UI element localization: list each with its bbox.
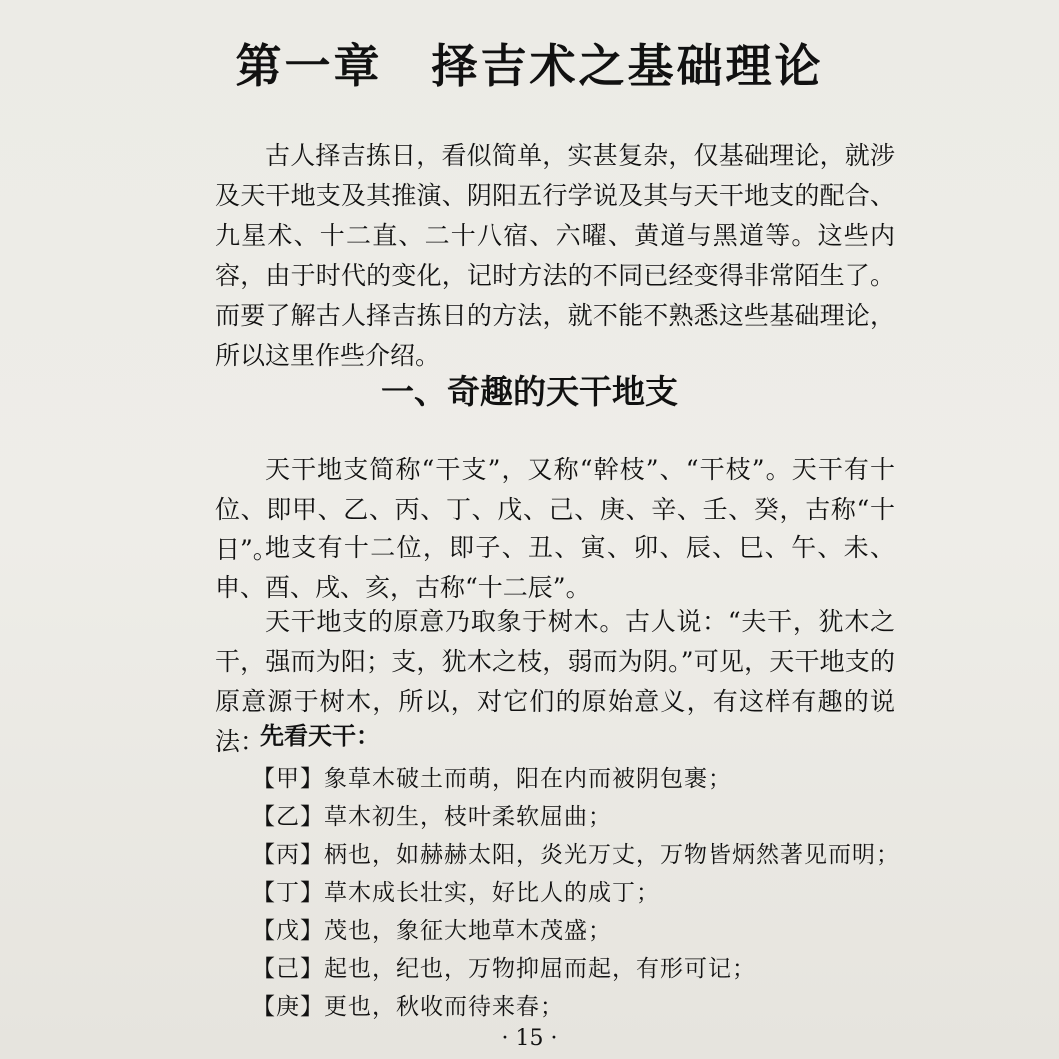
gan-item-ji: 【己】起也，纪也，万物抑屈而起，有形可记； [252, 956, 756, 982]
gan-item-ding: 【丁】草木成长壮实，好比人的成丁； [252, 880, 660, 906]
paragraph-dizhi: 地支有十二位，即子、丑、寅、卯、辰、巳、午、未、申、酉、戌、亥，古称“十二辰”。 [215, 533, 895, 602]
gan-item-yi: 【乙】草木初生，枝叶柔软屈曲； [252, 804, 612, 830]
chapter-title: 第一章 择吉术之基础理论 [235, 39, 824, 93]
gan-list [252, 760, 900, 1026]
intro-paragraph: 古人择吉拣日，看似简单，实甚复杂，仅基础理论，就涉及天干地支及其推演、阴阳五行学说及其与天干地支的配合、九星术、十二直、二十八宿、六曜、黄道与黑道等。这些内容，由于时代的变化，记时方法的不同已经变得非常陌生了。而要了解古人择吉拣日的方法，就不能不熟悉这些基础理论，所以这里作些介绍。 [215, 141, 895, 370]
gan-item-jia: 【甲】象草木破土而萌，阳在内而被阴包裹； [252, 766, 732, 792]
gan-item-geng: 【庚】更也，秋收而待来春； [252, 994, 564, 1020]
gan-heading: 先看天干： [260, 722, 380, 750]
gan-item-bing: 【丙】柄也，如赫赫太阳，炎光万丈，万物皆炳然著见而明； [252, 842, 900, 868]
section-title: 一、奇趣的天干地支 [381, 372, 678, 411]
gan-item-wu: 【戊】茂也，象征大地草木茂盛； [252, 918, 612, 944]
paragraph-ganzhi-names: 天干地支简称“干支”，又称“幹枝”、“干枝”。天干有十位、即甲、乙、丙、丁、戊、己、庚、辛、壬、癸，古称“十日”。 [215, 455, 895, 564]
paragraph-origin: 天干地支的原意乃取象于树木。古人说：“夫干，犹木之干，强而为阳；支，犹木之枝，弱而为阴。”可见，天干地支的原意源于树木，所以，对它们的原始意义，有这样有趣的说法： [215, 607, 895, 756]
page-number: · 15 · [501, 1026, 558, 1051]
